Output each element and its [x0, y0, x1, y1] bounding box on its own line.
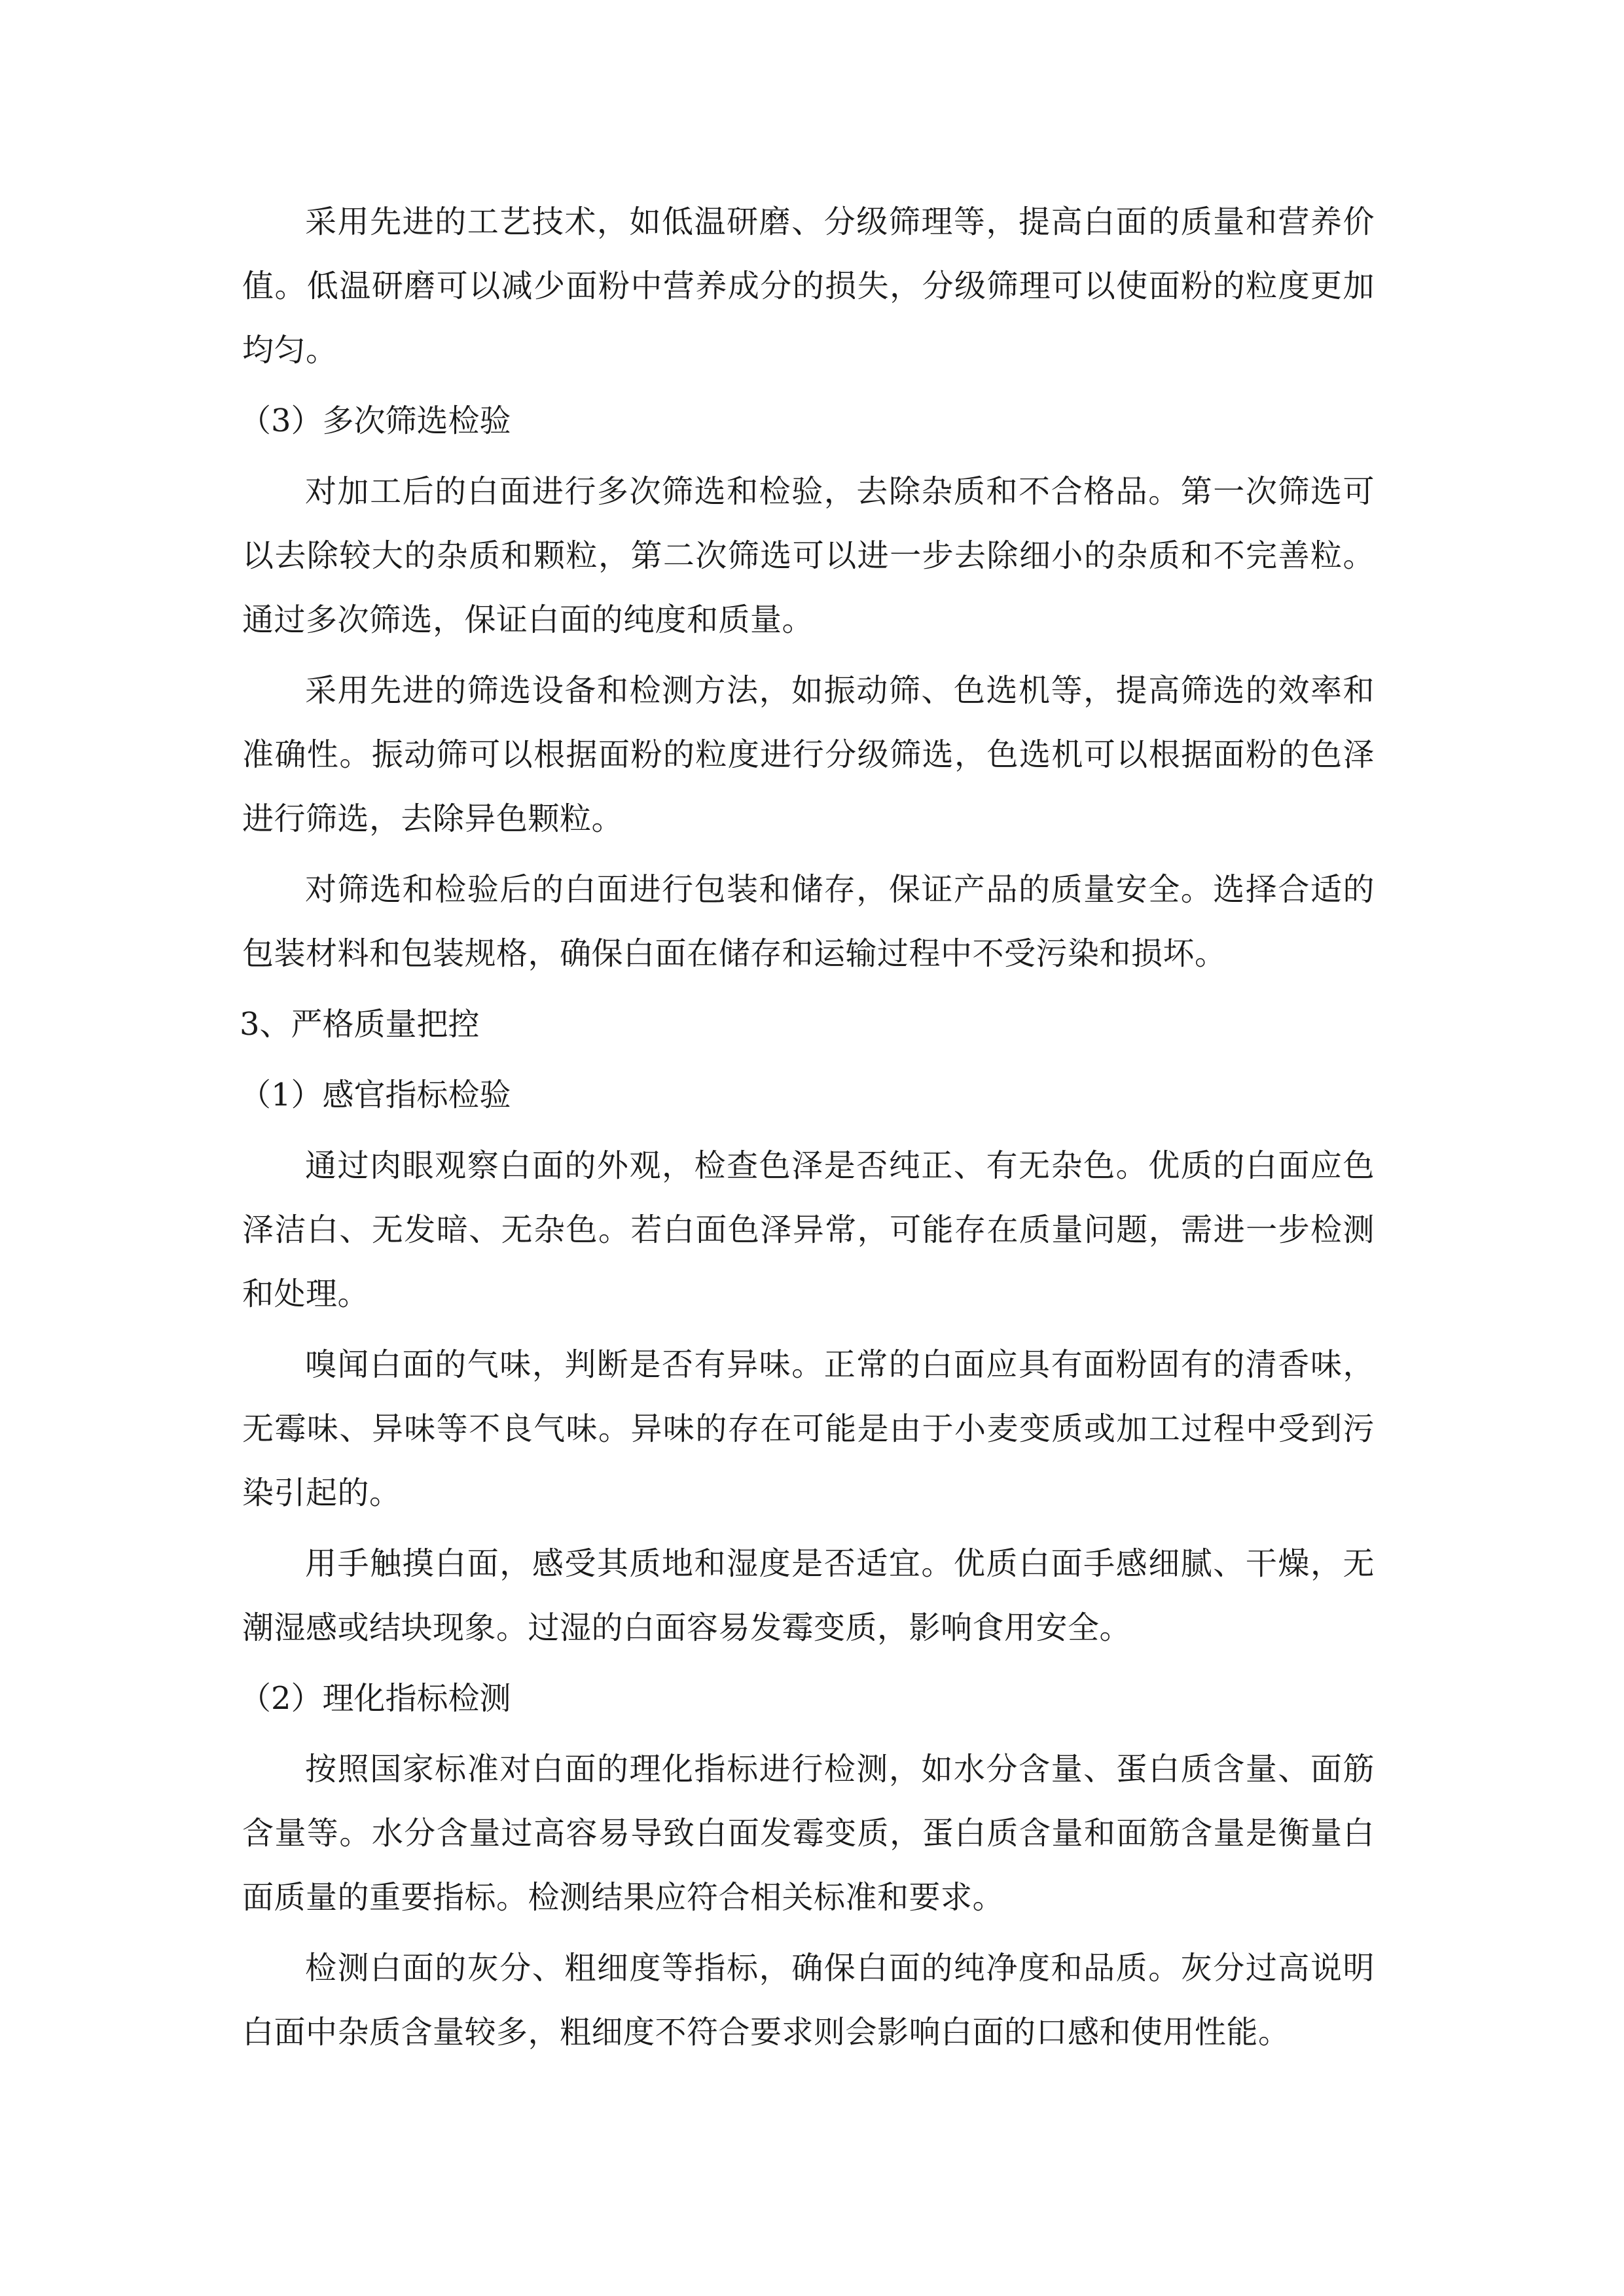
paragraph-touch-check: 用手触摸白面，感受其质地和湿度是否适宜。优质白面手感细腻、干燥，无潮湿感或结块现象。过湿的白面容易发霉变质，影响食用安全。 [242, 1545, 1375, 1646]
paragraph-screening-steps: 对加工后的白面进行多次筛选和检验，去除杂质和不合格品。第一次筛选可以去除较大的杂质和颗粒，第二次筛选可以进一步去除细小的杂质和不完善粒。通过多次筛选，保证白面的纯度和质量。 [242, 473, 1375, 638]
paragraph-smell-check: 嗅闻白面的气味，判断是否有异味。正常的白面应具有面粉固有的清香味，无霉味、异味等不良气味。异味的存在可能是由于小麦变质或加工过程中受到污染引起的。 [242, 1346, 1375, 1511]
heading-multiple-screening: （3）多次筛选检验 [240, 403, 511, 439]
heading-physicochemical-testing: （2）理化指标检测 [240, 1680, 511, 1717]
paragraph-national-standard-testing: 按照国家标准对白面的理化指标进行检测，如水分含量、蛋白质含量、面筋含量等。水分含量过高容易导致白面发霉变质，蛋白质含量和面筋含量是衡量白面质量的重要指标。检测结果应符合相关标准和要求。 [242, 1751, 1375, 1916]
document-page [242, 190, 1375, 2071]
heading-sensory-inspection: （1）感官指标检验 [240, 1077, 511, 1113]
paragraph-packaging-storage: 对筛选和检验后的白面进行包装和储存，保证产品的质量安全。选择合适的包装材料和包装规格，确保白面在储存和运输过程中不受污染和损坏。 [242, 871, 1375, 972]
paragraph-advanced-process: 采用先进的工艺技术，如低温研磨、分级筛理等，提高白面的质量和营养价值。低温研磨可以减少面粉中营养成分的损失，分级筛理可以使面粉的粒度更加均匀。 [242, 204, 1375, 368]
paragraph-screening-equipment: 采用先进的筛选设备和检测方法，如振动筛、色选机等，提高筛选的效率和准确性。振动筛可以根据面粉的粒度进行分级筛选，色选机可以根据面粉的色泽进行筛选，去除异色颗粒。 [242, 672, 1375, 837]
heading-quality-control: 3、严格质量把控 [240, 1006, 480, 1043]
paragraph-visual-check: 通过肉眼观察白面的外观，检查色泽是否纯正、有无杂色。优质的白面应色泽洁白、无发暗、无杂色。若白面色泽异常，可能存在质量问题，需进一步检测和处理。 [242, 1147, 1375, 1312]
paragraph-ash-fineness-testing: 检测白面的灰分、粗细度等指标，确保白面的纯净度和品质。灰分过高说明白面中杂质含量较多，粗细度不符合要求则会影响白面的口感和使用性能。 [242, 1950, 1375, 2051]
